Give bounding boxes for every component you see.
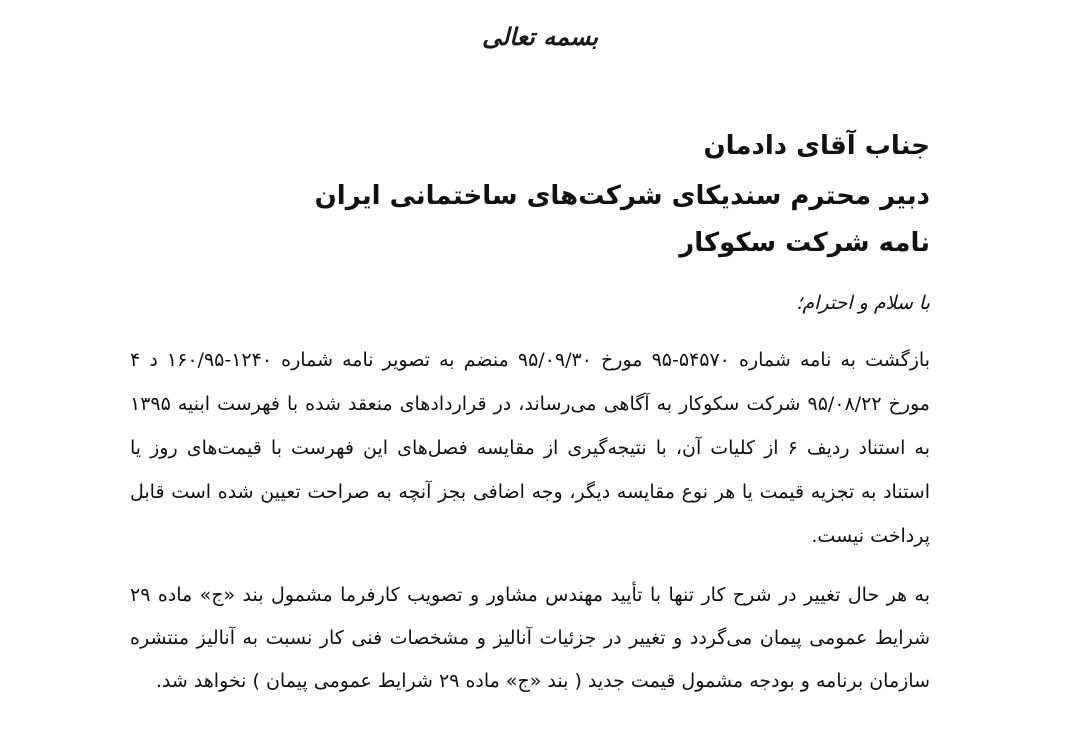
- body-paragraph-1: بازگشت به نامه شماره ۵۴۵۷۰-۹۵ مورخ ۹۵/۰۹/۳۰ منضم به تصویر نامه شماره ۱۲۴۰-۱۶۰/۹۵ د ۴ مورخ ۹۵/۰۸/۲۲ شرکت سکوکار به آگاهی می‌رساند، در قراردادهای منعقد شده با فهرست ابنیه ۱۳۹۵ به استناد ردیف ۶ از کلیات آن، با نتیجه‌گیری از مقایسه فصل‌های این فهرست با قیمت‌های روز یا استناد به تجزیه قیمت یا هر نوع مقایسه دیگر، وجه اضافی بجز آنچه به صراحت تعیین شده است قابل پرداخت نیست.: [130, 349, 930, 547]
- bismillah-heading: بسمه تعالی: [481, 22, 599, 51]
- letter-subject: نامه شرکت سکوکار: [679, 228, 930, 258]
- body-paragraph-2: به هر حال تغییر در شرح کار تنها با تأیید مهندس مشاور و تصویب کارفرما مشمول بند «ج» ماده ۲۹ شرایط عمومی پیمان می‌گردد و تغییر در جزئیات آنالیز و مشخصات فنی کار نسبت به آنالیز منتشره سازمان برنامه و بودجه مشمول قیمت جدید ( بند «ج» ماده ۲۹ شرایط عمومی پیمان ) نخواهد شد.: [130, 584, 930, 692]
- greeting: با سلام و احترام؛: [796, 292, 930, 314]
- addressee-title: دبیر محترم سندیکای شرکت‌های ساختمانی ایران: [314, 181, 930, 211]
- addressee-name: جناب آقای دادمان: [703, 131, 930, 161]
